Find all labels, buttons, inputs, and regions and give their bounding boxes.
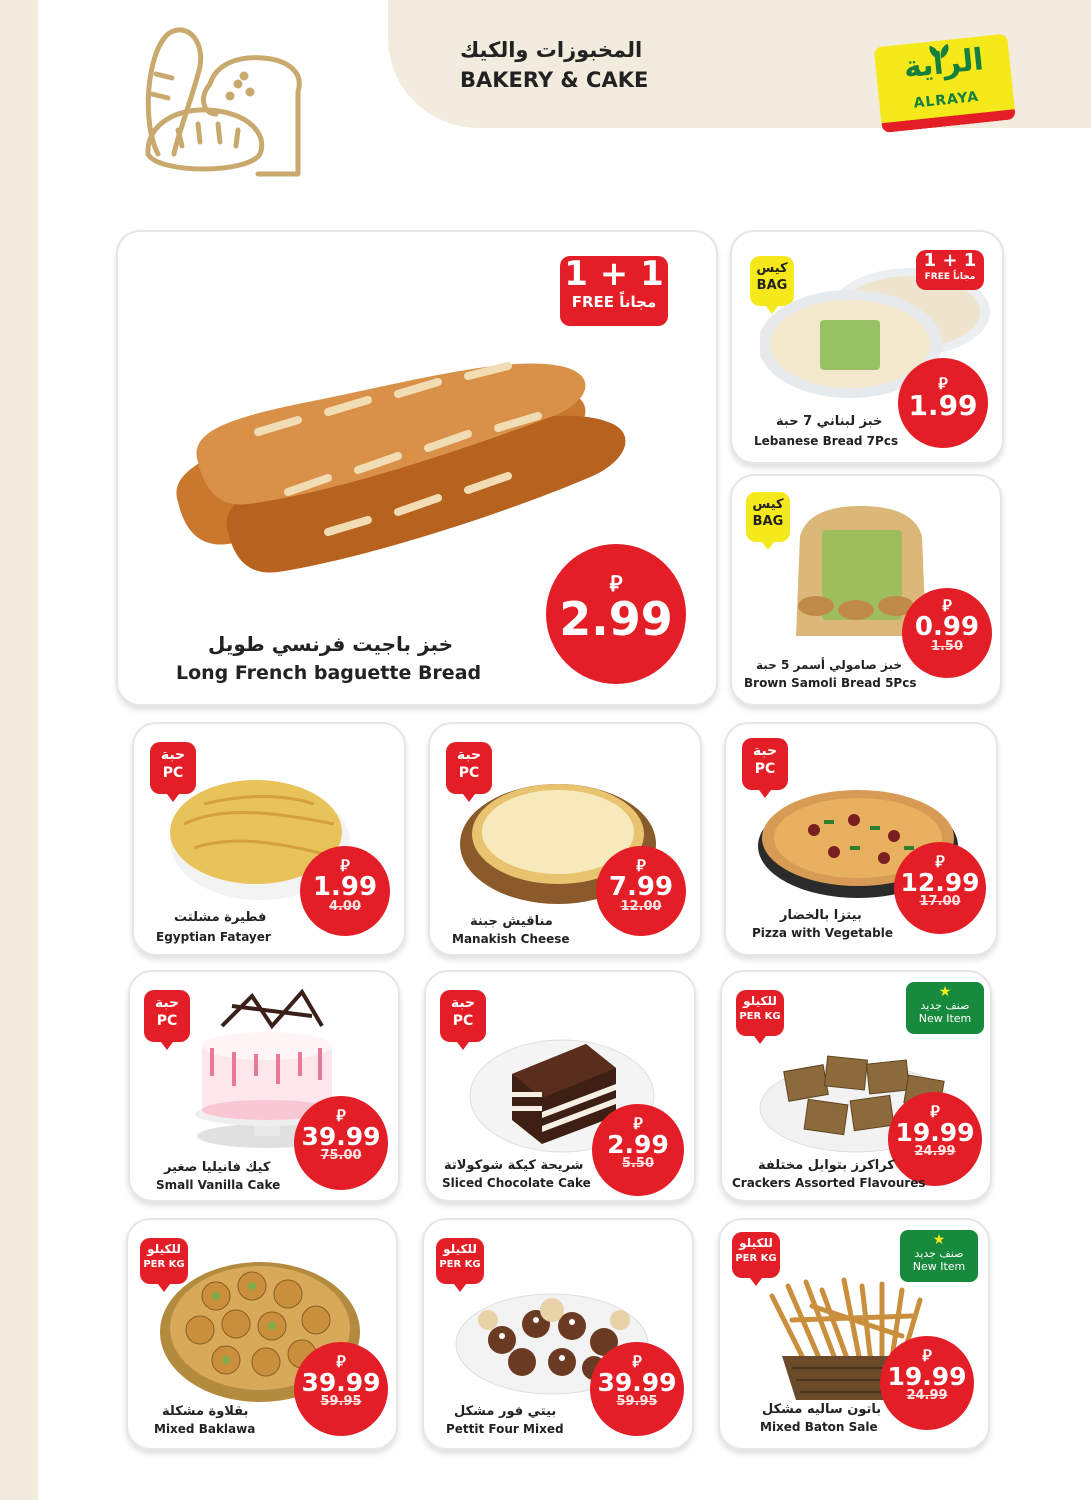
product-name-en: Brown Samoli Bread 5Pcs	[744, 676, 917, 690]
currency-icon: ⃁	[636, 856, 646, 875]
badge-en: PC	[162, 765, 184, 782]
new-badge-ar: صنف جديد	[920, 999, 970, 1012]
badge-ar: حبة	[456, 747, 482, 763]
product-card-chocolate-cake[interactable]	[424, 970, 696, 1202]
currency-icon: ⃁	[336, 1352, 346, 1371]
price: 19.99	[895, 1118, 975, 1147]
page-title-ar: المخبوزات والكيك	[460, 38, 643, 62]
old-price: 59.95	[320, 1394, 362, 1409]
star-icon: ★	[938, 984, 952, 1000]
product-name-en: Crackers Assorted Flavoures	[732, 1176, 926, 1190]
old-price: 17.00	[919, 894, 961, 909]
price: 1.99	[908, 389, 978, 422]
new-item-badge	[906, 982, 984, 1034]
price-circle	[592, 1104, 684, 1196]
product-name-ar: بيتزا بالخضار	[780, 908, 862, 923]
offer-sub: FREE مجاناً	[924, 271, 976, 282]
new-badge-en: New Item	[912, 1260, 966, 1274]
product-name-en: Egyptian Fatayer	[156, 930, 271, 944]
alraya-logo	[874, 33, 1023, 139]
product-name-en: Pettit Four Mixed	[446, 1422, 564, 1436]
offer-main: 1 + 1	[564, 254, 664, 294]
new-item-badge	[900, 1230, 978, 1282]
currency-icon: ⃁	[340, 856, 350, 875]
product-card-vanilla-cake[interactable]	[128, 970, 400, 1202]
offer-badge-1plus1	[916, 250, 984, 290]
price-circle	[894, 842, 986, 934]
currency-icon: ⃁	[609, 572, 623, 597]
price: 19.99	[887, 1362, 967, 1391]
product-name-ar: بيتي فور مشكل	[454, 1404, 557, 1419]
badge-en: PER KG	[439, 1258, 481, 1270]
product-name-ar: باتون ساليه مشكل	[762, 1402, 882, 1417]
price: 2.99	[607, 1130, 669, 1159]
badge-en: PC	[754, 761, 776, 778]
currency-icon: ⃁	[935, 852, 945, 871]
badge-ar: كيس	[756, 261, 788, 276]
price: 39.99	[301, 1122, 381, 1151]
price-circle	[902, 588, 992, 678]
badge-ar: للكيلو	[739, 1236, 773, 1250]
badge-en: BAG	[756, 277, 788, 293]
offer-main: 1 + 1	[923, 250, 977, 271]
badge-en: PER KG	[735, 1252, 777, 1264]
product-card-samoli[interactable]	[730, 474, 1002, 706]
badge-en: PC	[156, 1013, 178, 1030]
price-circle	[596, 846, 686, 936]
badge-en: PER KG	[143, 1258, 185, 1270]
old-price: 75.00	[320, 1148, 362, 1163]
price: 0.99	[914, 612, 980, 642]
price-circle	[294, 1096, 388, 1190]
price: 7.99	[608, 872, 674, 902]
currency-icon: ⃁	[938, 374, 948, 393]
bakery-icon	[138, 14, 308, 184]
product-name-en: Mixed Baton Sale	[760, 1420, 878, 1434]
badge-ar: حبة	[752, 743, 778, 759]
product-name-en: Sliced Chocolate Cake	[442, 1176, 591, 1190]
product-card-manakish[interactable]	[428, 722, 702, 956]
product-name-en: Manakish Cheese	[452, 932, 570, 946]
badge-ar: للكيلو	[443, 1242, 477, 1256]
badge-ar: كيس	[752, 497, 784, 512]
old-price: 12.00	[620, 899, 662, 914]
offer-badge-1plus1	[560, 256, 668, 326]
product-name-ar: خبز باجيت فرنسي طويل	[208, 632, 454, 656]
currency-icon: ⃁	[336, 1106, 346, 1125]
bag-badge	[746, 492, 790, 542]
currency-icon: ⃁	[942, 596, 952, 615]
badge-ar: حبة	[450, 995, 476, 1011]
price: 39.99	[301, 1368, 381, 1397]
product-name-ar: شريحة كيكة شوكولاتة	[444, 1158, 584, 1173]
product-name-en: Pizza with Vegetable	[752, 926, 893, 940]
product-card-baguette[interactable]	[116, 230, 718, 706]
page-title-en: BAKERY & CAKE	[460, 68, 649, 92]
currency-icon: ⃁	[922, 1346, 932, 1365]
new-badge-en: New Item	[918, 1012, 972, 1026]
product-card-fatayer[interactable]	[132, 722, 406, 956]
offer-sub: FREE مجاناً	[571, 293, 657, 312]
unit-badge	[144, 990, 190, 1042]
unit-badge	[732, 1232, 780, 1278]
old-price: 24.99	[906, 1388, 948, 1403]
price-circle	[300, 846, 390, 936]
price: 12.99	[900, 868, 980, 897]
badge-en: BAG	[752, 513, 784, 529]
product-name-en: Lebanese Bread 7Pcs	[754, 434, 899, 448]
product-name-ar: خبز صامولي أسمر 5 حبة	[756, 658, 903, 672]
product-name-ar: كيك فانيليا صغير	[164, 1160, 271, 1175]
logo-text-en: ALRAYA	[912, 88, 980, 112]
price-circle	[888, 1092, 982, 1186]
price-circle	[898, 358, 988, 448]
badge-en: PC	[458, 765, 480, 782]
price-circle	[294, 1342, 388, 1436]
currency-icon: ⃁	[930, 1102, 940, 1121]
price: 39.99	[597, 1368, 677, 1397]
price: 1.99	[312, 872, 378, 902]
price-circle	[880, 1336, 974, 1430]
currency-icon: ⃁	[633, 1114, 643, 1133]
price-circle	[546, 544, 686, 684]
product-name-en: Small Vanilla Cake	[156, 1178, 281, 1192]
price: 2.99	[559, 592, 673, 646]
badge-ar: حبة	[154, 995, 180, 1011]
old-price: 59.95	[616, 1394, 658, 1409]
product-card-baklawa[interactable]	[126, 1218, 398, 1450]
badge-ar: للكيلو	[743, 994, 777, 1008]
product-name-en: Long French baguette Bread	[176, 662, 482, 684]
old-price: 1.50	[930, 639, 964, 654]
old-price: 24.99	[914, 1144, 956, 1159]
star-icon: ★	[932, 1232, 946, 1248]
badge-en: PER KG	[739, 1010, 781, 1022]
badge-en: PC	[452, 1013, 474, 1030]
badge-ar: للكيلو	[147, 1242, 181, 1256]
product-card-crackers[interactable]	[720, 970, 992, 1202]
product-name-ar: بقلاوة مشكلة	[162, 1404, 249, 1419]
product-card-petit-four[interactable]	[422, 1218, 694, 1450]
unit-badge	[736, 990, 784, 1036]
product-card-pizza[interactable]	[724, 722, 998, 956]
product-name-en: Mixed Baklawa	[154, 1422, 256, 1436]
product-card-baton[interactable]	[718, 1218, 990, 1450]
old-price: 4.00	[328, 899, 362, 914]
side-strip	[0, 0, 38, 1500]
product-name-ar: خبز لبناني 7 حبة	[776, 414, 883, 429]
price-circle	[590, 1342, 684, 1436]
product-name-ar: مناقيش جبنة	[470, 914, 553, 929]
badge-ar: حبة	[160, 747, 186, 763]
product-card-lebanese[interactable]	[730, 230, 1004, 464]
logo-text-ar: الراية	[902, 42, 986, 86]
baguette-image	[168, 332, 628, 582]
product-name-ar: كراكرز بتوابل مختلفة	[758, 1158, 895, 1173]
currency-icon: ⃁	[632, 1352, 642, 1371]
old-price: 5.50	[621, 1156, 655, 1171]
new-badge-ar: صنف جديد	[914, 1247, 964, 1260]
product-name-ar: فطيرة مشلتت	[174, 910, 267, 925]
